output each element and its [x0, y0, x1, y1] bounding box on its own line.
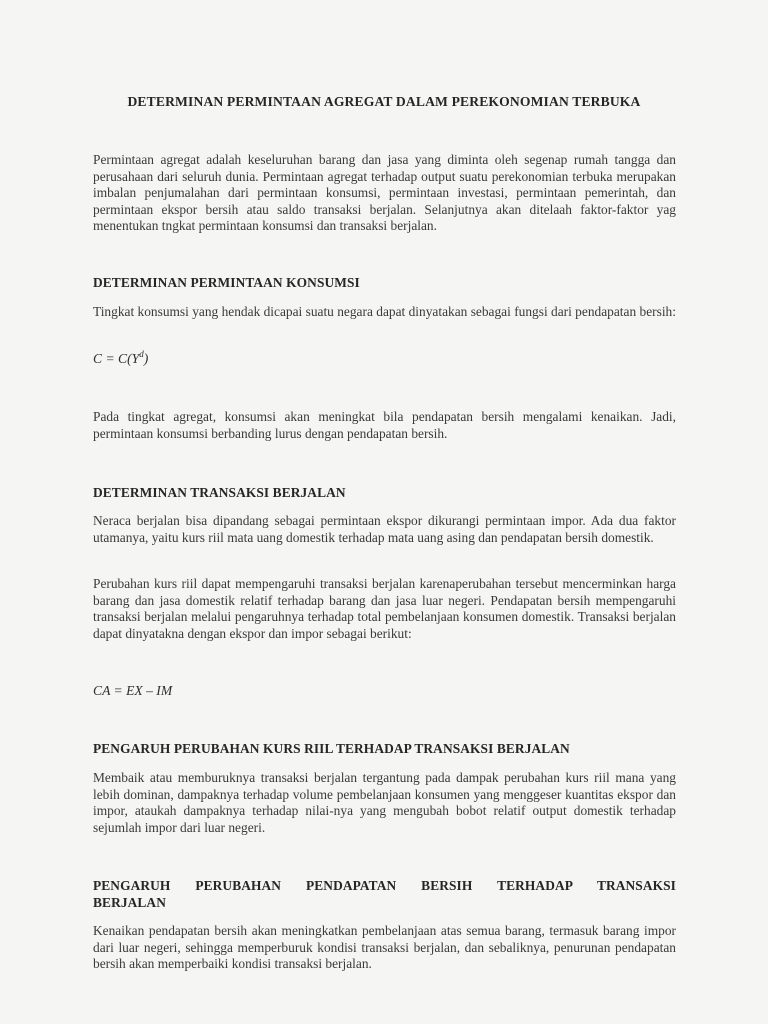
transaksi-paragraph-2: Perubahan kurs riil dapat mempengaruhi transaksi berjalan karenaperubahan tersebut mencerminkan harga barang dan jasa domestik relatif terhadap barang dan jasa luar negeri. Pendapatan bersih mempengaruhi transaksi berjalan melalui pengaruhnya terhadap total pembelanjaan konsumen domestik. Transaksi berjalan dapat dinyatakna dengan ekspor dan impor sebagai berikut:: [93, 576, 676, 641]
section-heading-pendapatan: [93, 877, 676, 911]
current-account-formula: CA = EX – IM: [93, 683, 173, 698]
konsumsi-paragraph-1: Tingkat konsumsi yang hendak dicapai suatu negara dapat dinyatakan sebagai fungsi dari pendapatan bersih:: [93, 304, 676, 319]
section-heading-pendapatan-line1: PENGARUH PERUBAHAN PENDAPATAN BERSIH TERHADAP TRANSAKSI: [93, 878, 676, 893]
kurs-riil-paragraph: Membaik atau memburuknya transaksi berjalan tergantung pada dampak perubahan kurs riil mana yang lebih dominan, dampaknya terhadap volume pembelanjaan konsumen yang menggeser kuantitas ekspor dan impor, ataukah dampaknya terhadap nilai-nya yang mengubah bobot relatif output domestik terhadap sejumlah impor dari luar negeri.: [93, 770, 676, 835]
section-heading-kurs-riil: PENGARUH PERUBAHAN KURS RIIL TERHADAP TRANSAKSI BERJALAN: [93, 741, 570, 756]
intro-paragraph: Permintaan agregat adalah keseluruhan barang dan jasa yang diminta oleh segenap rumah tangga dan perusahaan dari seluruh dunia. Permintaan agregat terhadap output suatu perekonomian terbuka merupakan imbalan penjumalahan dari permintaan konsumsi, permintaan investasi, permintaan pemerintah, dan permintaan ekspor bersih atau saldo transaksi berjalan. Selanjutnya akan ditelaah faktor-faktor yag menentukan tngkat permintaan konsumsi dan transaksi berjalan.: [93, 152, 676, 234]
section-heading-transaksi: DETERMINAN TRANSAKSI BERJALAN: [93, 485, 346, 500]
pendapatan-paragraph: Kenaikan pendapatan bersih akan meningkatkan pembelanjaan atas semua barang, termasuk barang impor dari luar negeri, sehingga memperburuk kondisi transaksi berjalan, dan sebaliknya, penurunan pendapatan bersih akan memperbaiki kondisi transaksi berjalan.: [93, 923, 676, 972]
konsumsi-paragraph-2: Pada tingkat agregat, konsumsi akan meningkat bila pendapatan bersih mengalami kenaikan. Jadi, permintaan konsumsi berbanding lurus dengan pendapatan bersih.: [93, 409, 676, 441]
formula-close: ): [143, 351, 149, 366]
document-title: DETERMINAN PERMINTAAN AGREGAT DALAM PEREKONOMIAN TERBUKA: [127, 94, 641, 109]
formula-base: C = C(Y: [93, 351, 140, 366]
section-heading-konsumsi: DETERMINAN PERMINTAAN KONSUMSI: [93, 275, 360, 290]
section-heading-pendapatan-line2: BERJALAN: [93, 895, 166, 910]
consumption-formula: [93, 349, 148, 367]
formula-superscript: d: [139, 349, 144, 359]
transaksi-paragraph-1: Neraca berjalan bisa dipandang sebagai permintaan ekspor dikurangi permintaan impor. Ada dua faktor utamanya, yaitu kurs riil mata uang domestik terhadap mata uang asing dan pendapatan bersih domestik.: [93, 513, 676, 545]
